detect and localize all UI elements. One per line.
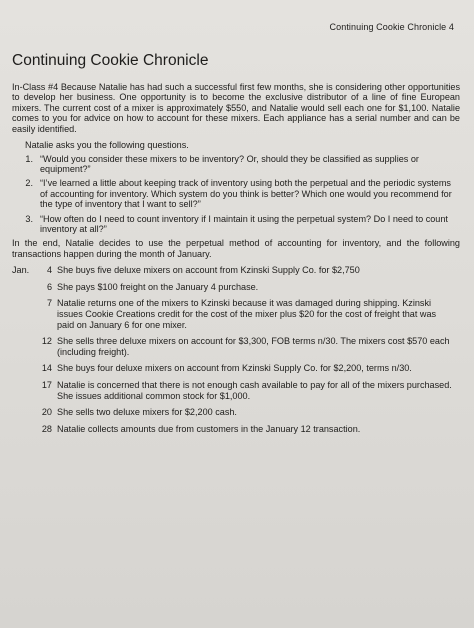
- transaction-text: She sells three deluxe mixers on account for $3,300, FOB terms n/30. The mixers cost $570 each (including freight).: [57, 336, 450, 357]
- question-number: 3.: [25, 213, 33, 224]
- transaction-month: [12, 298, 32, 330]
- question-text: “I’ve learned a little about keeping track of inventory using both the perpetual and the periodic systems of accounting for inventory. Which system do you think is better? Which one would you recommend for the type of inventory that I want to sell?”: [40, 178, 452, 210]
- transaction-item: [12, 363, 460, 374]
- transaction-item: [12, 424, 460, 435]
- question-number: 2.: [25, 178, 33, 189]
- transaction-text: She buys four deluxe mixers on account from Kzinski Supply Co. for $2,200, terms n/30.: [57, 363, 412, 374]
- transaction-item: [12, 298, 460, 330]
- intro-paragraph: [12, 82, 460, 134]
- intro-label: In-Class #4: [12, 82, 59, 92]
- transaction-month: Jan.: [12, 265, 30, 276]
- decision-paragraph: In the end, Natalie decides to use the perpetual method of accounting for inventory, and the following transactions happen during the month of January.: [12, 238, 460, 259]
- page-title: Continuing Cookie Chronicle: [12, 52, 209, 69]
- transaction-text: Natalie is concerned that there is not enough cash available to pay for all of the mixers purchased. She issues additional common stock for $1,000.: [57, 380, 452, 401]
- transaction-item: [12, 336, 460, 357]
- transaction-month: [12, 363, 32, 374]
- transaction-item: [12, 407, 460, 418]
- transaction-day: 6: [46, 281, 52, 292]
- intro-text: Because Natalie has had such a successful first few months, she is considering other opportunities to develop her business. One opportunity is to become the exclusive distributor of a line of fine European mixers. The current cost of a mixer is approximately $550, and Natalie would sell each one for $1,100. Natalie comes to you for advice on how to account for these mixers. Each appliance has a serial number and can be easily identified.: [12, 82, 461, 134]
- transaction-month: [12, 424, 32, 435]
- transaction-day: 14: [41, 363, 52, 374]
- transaction-day: 7: [46, 298, 52, 309]
- transaction-day: 4: [46, 265, 52, 276]
- transaction-day: 17: [41, 380, 52, 391]
- question-item: [12, 214, 460, 235]
- transaction-month: [12, 407, 32, 418]
- transaction-day: 12: [41, 336, 52, 347]
- transaction-item: [12, 380, 460, 401]
- question-item: [12, 154, 460, 175]
- transaction-day: 20: [41, 407, 52, 418]
- transaction-month: [12, 336, 32, 357]
- transaction-month: [12, 380, 32, 401]
- question-text: “Would you consider these mixers to be inventory? Or, should they be classified as supplies or equipment?”: [40, 153, 419, 175]
- transaction-list: [12, 265, 460, 434]
- transaction-text: Natalie collects amounts due from customers in the January 12 transaction.: [57, 423, 361, 434]
- transaction-day: 28: [41, 423, 52, 434]
- question-item: [12, 178, 460, 209]
- transaction-text: She pays $100 freight on the January 4 purchase.: [57, 281, 259, 292]
- transaction-text: Natalie returns one of the mixers to Kzinski because it was damaged during shipping. Kzinski issues Cookie Creations credit for the cost of the mixer plus $20 for the cost of freight that was paid on January 6 for one mixer.: [57, 298, 437, 330]
- question-list: [12, 154, 460, 235]
- transaction-item: [12, 265, 460, 276]
- transaction-text: She sells two deluxe mixers for $2,200 cash.: [57, 407, 237, 418]
- transaction-item: [12, 282, 460, 293]
- transaction-text: She buys five deluxe mixers on account from Kzinski Supply Co. for $2,750: [57, 265, 360, 276]
- running-head: Continuing Cookie Chronicle 4: [329, 22, 454, 32]
- transaction-month: [12, 282, 32, 293]
- question-text: “How often do I need to count inventory if I maintain it using the perpetual system? Do I need to count inventory at all?”: [40, 213, 448, 235]
- questions-intro: Natalie asks you the following questions.: [25, 140, 189, 151]
- question-number: 1.: [25, 153, 33, 164]
